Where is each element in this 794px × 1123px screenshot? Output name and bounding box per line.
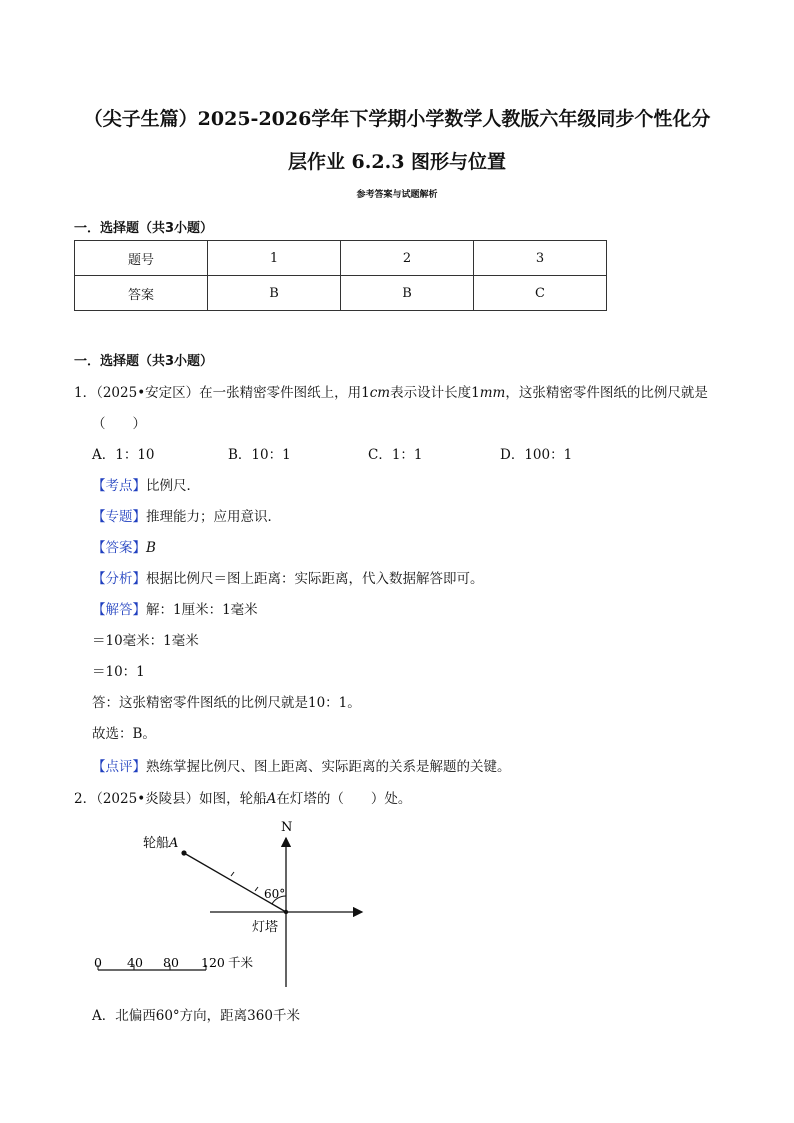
q2-stem-part: 2．（2025•炎陵县）如图，轮船 [74,791,267,807]
tag-label: 【分析】 [92,571,146,587]
tag-label: 【专题】 [92,509,146,525]
table-cell: 答案 [75,276,208,311]
zhuanti-text: 推理能力；应用意识． [146,509,281,525]
jieda-text: 解：1厘米：1毫米 [146,602,258,618]
table-cell: C [474,276,607,311]
kaodian-text: 比例尺． [146,478,200,494]
table-row [75,276,607,311]
table-cell: 2 [341,241,474,276]
scale-label-120: 120 [201,955,225,970]
q2-option-a: A．北偏西60°方向，距离360千米 [92,1008,300,1024]
table-cell: B [341,276,474,311]
q2-stem [74,787,411,807]
north-label: N [281,820,293,835]
q2-stem-part: 在灯塔的（ ）处。 [276,791,412,807]
daan-text: B [146,540,156,556]
q1-option-d: D．100：1 [500,447,573,463]
doc-subtitle: 参考答案与试题解析 [356,190,438,200]
doc-title-line1: （尖子生篇）2025-2026学年下学期小学数学人教版六年级同步个性化分 [83,108,711,130]
table-cell: 1 [208,241,341,276]
q1-kaodian [92,474,200,494]
q1-stem-part: ，这张精密零件图纸的比例尺就是 [505,385,708,401]
segment-tick [255,887,258,891]
unit-cm: cm [369,385,391,401]
q1-choice: 故选：B。 [92,726,156,742]
q1-stem [74,381,708,401]
table-cell: 题号 [75,241,208,276]
q1-step2: ＝10毫米：1毫米 [92,633,199,649]
q1-step3: ＝10：1 [92,664,145,680]
q1-option-c: C．1：1 [368,447,423,463]
q1-zhuanti [92,505,281,525]
table-cell: 3 [474,241,607,276]
answer-table [74,240,607,311]
section-heading: 一．选择题（共3小题） [74,221,214,236]
scale-label-80: 80 [163,955,179,970]
scale-label-40: 40 [127,955,143,970]
tag-label: 【考点】 [92,478,146,494]
ship-point [181,850,186,855]
q1-stem-part: 表示设计长度1 [390,385,480,401]
ship-label [143,835,178,851]
ship-label-text: 轮船 [143,836,170,851]
angle-label: 60° [264,887,286,901]
q1-dianping [92,755,511,775]
q1-conclusion: 答：这张精密零件图纸的比例尺就是10：1。 [92,695,361,711]
q1-blank: （ ） [92,416,146,432]
dianping-text: 熟练掌握比例尺、图上距离、实际距离的关系是解题的关键。 [146,759,511,775]
ship-label-var: A [169,836,179,851]
table-row [75,241,607,276]
segment-tick [231,872,234,876]
ship-line [184,853,286,912]
tower-point [284,910,288,914]
q1-fenxi [92,567,484,587]
tag-label: 【点评】 [92,759,146,775]
unit-mm: mm [479,385,506,401]
ship-variable: A [266,791,277,807]
tag-label: 【解答】 [92,602,146,618]
q1-jieda [92,598,258,618]
tower-label: 灯塔 [252,920,279,935]
table-cell: B [208,276,341,311]
q1-daan [92,536,156,556]
section-heading-2: 一．选择题（共3小题） [74,354,214,369]
doc-title-line2: 层作业 6.2.3 图形与位置 [287,151,507,173]
direction-diagram [80,812,380,992]
scale-unit: 千米 [228,955,254,970]
scale-label-0: 0 [94,955,102,970]
q1-option-b: B．10：1 [228,447,291,463]
q1-option-a: A．1：10 [92,447,155,463]
fenxi-text: 根据比例尺＝图上距离：实际距离，代入数据解答即可。 [146,571,484,587]
tag-label: 【答案】 [92,540,146,556]
q1-stem-part: 1．（2025•安定区）在一张精密零件图纸上，用1 [74,385,370,401]
